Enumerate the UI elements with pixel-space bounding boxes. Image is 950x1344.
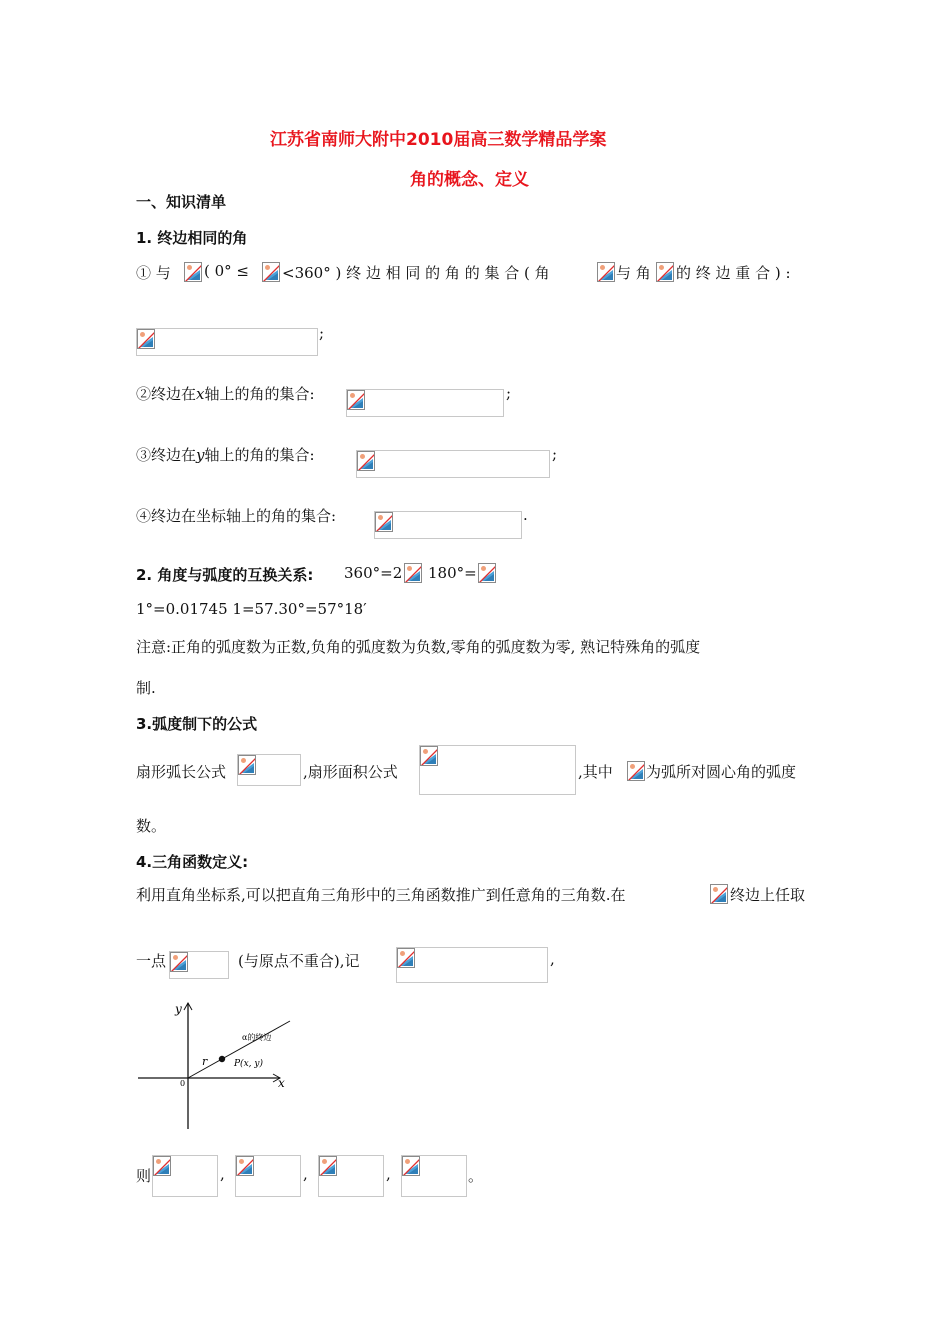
document-title: 江苏省南师大附中2010届高三数学精品学案 (270, 130, 607, 150)
formula-image-beta (597, 262, 615, 282)
item2-a: ②终边在x轴上的角的集合: (136, 385, 315, 403)
section-heading-4: 4.三角函数定义: (136, 853, 249, 871)
formula-image-x-axis-set (346, 389, 504, 417)
trig-def-line-1b: 终边上任取 (730, 886, 806, 904)
formula-image-arc-length (237, 754, 301, 786)
central-angle-text-end: 数。 (136, 817, 167, 835)
formula-image-pi2 (478, 563, 496, 583)
item1-prefix: ① 与 (136, 264, 171, 282)
trig-def-line-1a: 利用直角坐标系,可以把直角三角形中的三角函数推广到任意角的三角数.在 (136, 886, 626, 904)
item1-range-a: ( 0° ≤ (204, 262, 249, 280)
section-heading-1: 一、知识清单 (136, 193, 227, 211)
where-label: ,其中 (578, 763, 613, 781)
formula-image-alpha2 (262, 262, 280, 282)
formula-image-alpha-terminal (710, 884, 728, 904)
formula-image-alpha-central (627, 761, 645, 781)
section-heading-2: 2. 角度与弧度的互换关系: (136, 566, 314, 584)
origin-label: 0 (180, 1079, 186, 1088)
document-subtitle: 角的概念、定义 (410, 170, 529, 190)
broken-image-icon (236, 1156, 254, 1176)
coordinate-figure (130, 995, 330, 1135)
trig-def-comma: , (550, 950, 555, 968)
broken-image-icon (404, 563, 422, 583)
note-line-2: 制. (136, 679, 156, 697)
formula-image-sin (152, 1155, 218, 1197)
subheading-coterminal: 1. 终边相同的角 (136, 229, 248, 247)
item4-text: ④终边在坐标轴上的角的集合: (136, 507, 337, 525)
trig-def-not-origin: (与原点不重合),记 (238, 952, 360, 970)
broken-image-icon (184, 262, 202, 282)
broken-image-icon (478, 563, 496, 583)
formula-image-alpha (184, 262, 202, 282)
item2-end: ; (506, 384, 512, 402)
broken-image-icon (319, 1156, 337, 1176)
radius-label: r (202, 1055, 208, 1068)
separator-1: , (220, 1165, 225, 1183)
broken-image-icon (597, 262, 615, 282)
broken-image-icon (262, 262, 280, 282)
item3-a: ③终边在y轴上的角的集合: (136, 446, 315, 464)
formula-image-alpha3 (656, 262, 674, 282)
formula-image-sector-area (419, 745, 576, 795)
separator-3: , (386, 1165, 391, 1183)
item1-range-b: <360° ) 终 边 相 同 的 角 的 集 合 ( 角 (282, 264, 550, 282)
separator-2: , (303, 1165, 308, 1183)
formula-image-tan (318, 1155, 384, 1197)
broken-image-icon (710, 884, 728, 904)
relation-360: 360°=2 (344, 564, 403, 582)
broken-image-icon (357, 451, 375, 471)
item1-suffix: 的 终 边 重 合 ) : (676, 264, 791, 282)
trig-def-point-label: 一点 (136, 952, 167, 970)
sector-area-label: ,扇形面积公式 (303, 763, 398, 781)
formula-image-y-axis-set (356, 450, 550, 478)
terminal-side-line (188, 1021, 290, 1078)
formula-image-cos (235, 1155, 301, 1197)
x-axis-label: x (278, 1076, 285, 1090)
broken-image-icon (627, 761, 645, 781)
relation-180: 180°= (428, 564, 477, 582)
arc-length-label: 扇形弧长公式 (136, 763, 227, 781)
formula-image-coterminal-set (136, 328, 318, 356)
point-p (219, 1056, 225, 1062)
formula-image-pi (404, 563, 422, 583)
broken-image-icon (238, 755, 256, 775)
formula-image-r-definition (396, 947, 548, 983)
broken-image-icon (137, 329, 155, 349)
formula-image-cot (401, 1155, 467, 1197)
broken-image-icon (420, 746, 438, 766)
broken-image-icon (375, 512, 393, 532)
formula-image-point (169, 951, 229, 979)
item3-end: ; (552, 445, 558, 463)
broken-image-icon (153, 1156, 171, 1176)
item1-end: ; (319, 324, 325, 342)
broken-image-icon (402, 1156, 420, 1176)
broken-image-icon (347, 390, 365, 410)
item1-with-angle: 与 角 (616, 264, 651, 282)
central-angle-text: 为弧所对圆心角的弧度 (646, 763, 797, 781)
item4-end: . (523, 506, 528, 524)
degree-radian-values: 1°=0.01745 1=57.30°=57°18′ (136, 600, 367, 618)
point-label: P(x, y) (234, 1059, 263, 1069)
section-heading-3: 3.弧度制下的公式 (136, 715, 258, 733)
note-line-1: 注意:正角的弧度数为正数,负角的弧度数为负数,零角的弧度数为零, 熟记特殊角的弧度 (136, 638, 701, 656)
final-period: 。 (468, 1167, 484, 1185)
broken-image-icon (656, 262, 674, 282)
broken-image-icon (170, 952, 188, 972)
formula-image-axes-set (374, 511, 522, 539)
then-label: 则 (136, 1167, 152, 1185)
y-axis-label: y (175, 1002, 182, 1016)
broken-image-icon (397, 948, 415, 968)
terminal-side-label: α的终边 (242, 1033, 272, 1042)
